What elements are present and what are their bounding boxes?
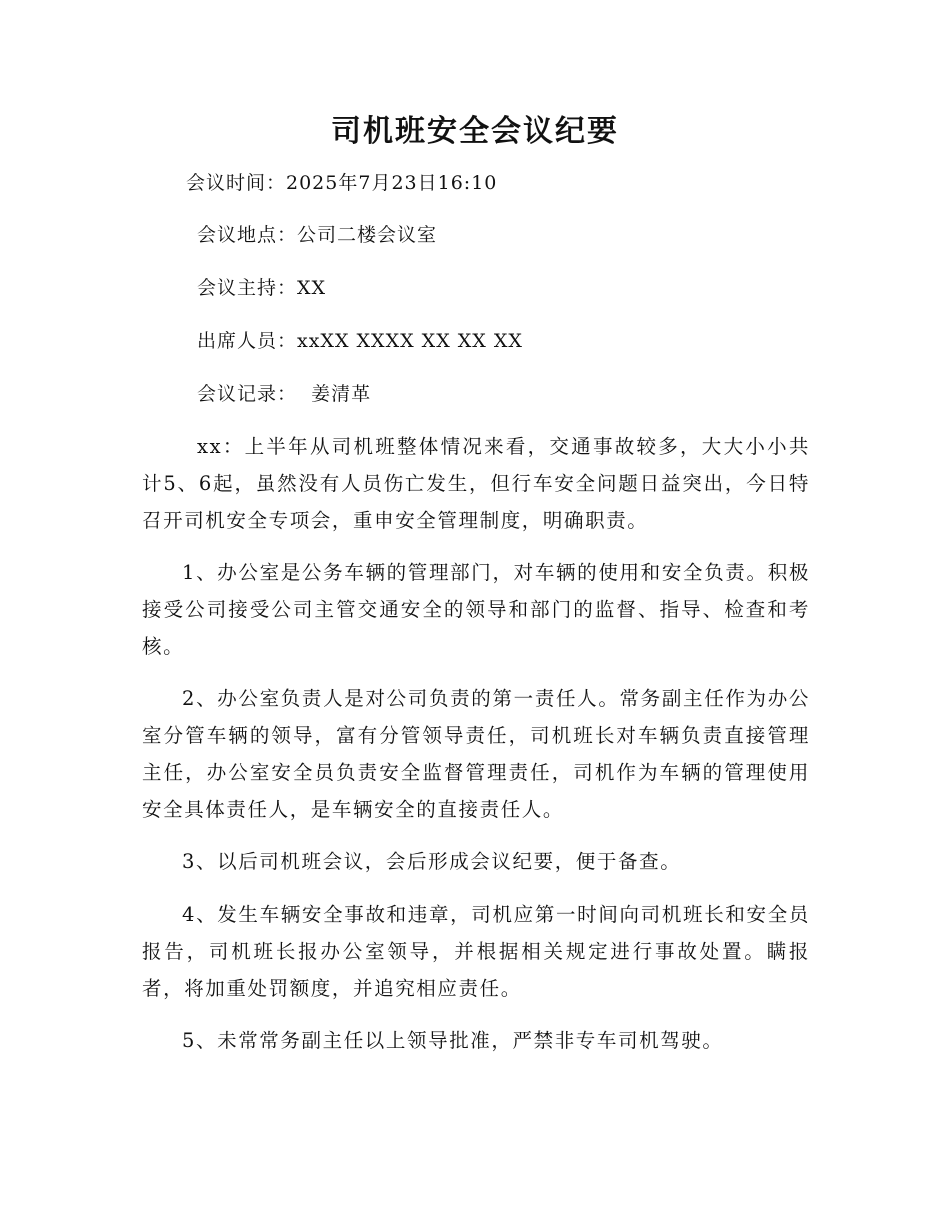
paragraph-item-3: 3、以后司机班会议，会后形成会议纪要，便于备查。	[182, 850, 682, 873]
paragraph-item-5: 5、未常常务副主任以上领导批准，严禁非专车司机驾驶。	[182, 1029, 724, 1052]
meeting-recorder: 会议记录： 姜清革	[197, 383, 372, 405]
meeting-place: 会议地点：公司二楼会议室	[197, 224, 438, 246]
paragraph-item-1: 1、办公室是公务车辆的管理部门，对车辆的使用和安全负责。积极接受公司接受公司主管交通安全的领导和部门的监督、指导、检查和考核。	[142, 561, 810, 658]
paragraph-item-2: 2、办公室负责人是对公司负责的第一责任人。常务副主任作为办公室分管车辆的领导，富有分管领导责任，司机班长对车辆负责直接管理主任，办公室安全员负责安全监督管理责任，司机作为车辆的管理使用安全具体责任人，是车辆安全的直接责任人。	[142, 687, 810, 821]
meeting-attendees: 出席人员：xxXX XXXX XX XX XX	[197, 330, 523, 352]
paragraph-item-4: 4、发生车辆安全事故和违章，司机应第一时间向司机班长和安全员报告，司机班长报办公室领导，并根据相关规定进行事故处置。瞒报者，将加重处罚额度，并追究相应责任。	[142, 903, 810, 1000]
document-title: 司机班安全会议纪要	[331, 114, 619, 149]
paragraph-intro: xx：上半年从司机班整体情况来看，交通事故较多，大大小小共计5、6起，虽然没有人员伤亡发生，但行车安全问题日益突出，今日特召开司机安全专项会，重申安全管理制度，明确职责。	[142, 435, 810, 532]
meeting-host: 会议主持：XX	[197, 277, 327, 299]
meeting-time: 会议时间：2025年7月23日16:10	[186, 172, 498, 194]
